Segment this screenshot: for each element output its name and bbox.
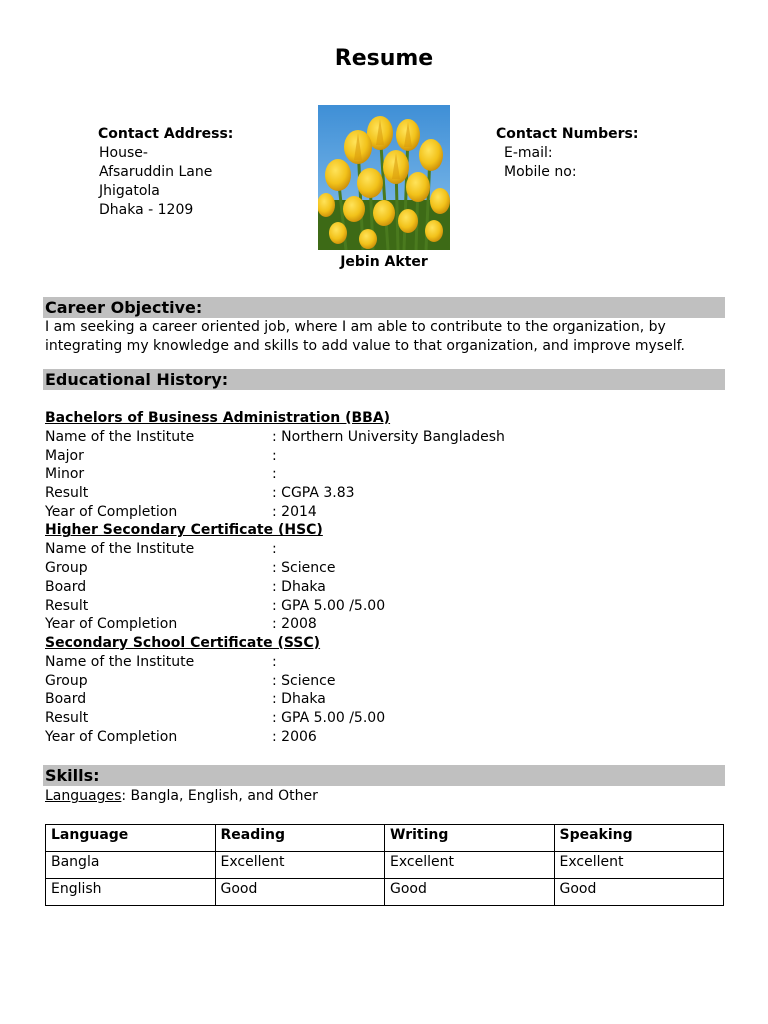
languages-value: : Bangla, English, and Other (121, 788, 318, 804)
table-cell: Excellent (554, 852, 724, 879)
table-row (46, 879, 724, 906)
table-cell: Good (554, 879, 724, 906)
column-header: Language (46, 825, 216, 852)
address-line: Afsaruddin Lane (99, 164, 213, 180)
table-cell: Good (215, 879, 385, 906)
resume-title: Resume (334, 46, 434, 71)
table-row: Minor : (45, 466, 277, 483)
profile-photo (318, 105, 450, 250)
column-header: Reading (215, 825, 385, 852)
table-row: Name of the Institute : (45, 541, 277, 558)
degree-title-hsc: Higher Secondary Certificate (HSC) (45, 522, 323, 539)
table-cell: Good (385, 879, 555, 906)
table-row: Year of Completion : 2014 (45, 503, 317, 520)
contact-numbers-block (496, 125, 639, 182)
contact-numbers-label: Contact Numbers: (496, 126, 639, 142)
table-cell: English (46, 879, 216, 906)
languages-line (45, 787, 318, 806)
skills-heading: Skills: (43, 765, 725, 786)
column-header: Speaking (554, 825, 724, 852)
address-line: Dhaka - 1209 (99, 202, 194, 218)
mobile-line: Mobile no: (504, 164, 577, 180)
table-header-row (46, 825, 724, 852)
column-header: Writing (385, 825, 555, 852)
degree-title-ssc: Secondary School Certificate (SSC) (45, 634, 321, 651)
contact-address-label: Contact Address: (98, 126, 234, 142)
table-row: Group : Science (45, 672, 336, 689)
table-row: Year of Completion : 2006 (45, 728, 317, 745)
table-cell: Bangla (46, 852, 216, 879)
table-row: Result : GPA 5.00 /5.00 (45, 709, 386, 726)
educational-history-heading: Educational History: (43, 369, 725, 390)
table-row: Major : (45, 447, 277, 464)
education-list (45, 409, 725, 746)
table-row: Group : Science (45, 560, 336, 577)
address-line: House- (99, 145, 148, 161)
language-skills-table (45, 824, 724, 906)
career-objective-heading: Career Objective: (43, 297, 725, 318)
degree-title-bba: Bachelors of Business Administration (BBA) (45, 410, 391, 426)
table-row: Result : CGPA 3.83 (45, 485, 355, 502)
contact-address-block (98, 125, 233, 220)
table-row: Board : Dhaka (45, 578, 326, 595)
table-row: Name of the Institute : Northern University Bangladesh (45, 429, 505, 445)
table-row: Board : Dhaka (45, 691, 326, 708)
languages-label: Languages (45, 788, 122, 804)
tulip-photo-image (318, 105, 450, 250)
table-cell: Excellent (385, 852, 555, 879)
candidate-name: Jebin Akter (340, 254, 428, 270)
career-objective-text: I am seeking a career oriented job, where I am able to contribute to the organization, by integrating my knowledge and skills to add value to that organization, and improve myself. (45, 319, 685, 354)
email-line: E-mail: (504, 145, 553, 161)
table-row: Result : GPA 5.00 /5.00 (45, 597, 386, 614)
table-row (46, 852, 724, 879)
table-row: Name of the Institute : (45, 653, 277, 670)
table-cell: Excellent (215, 852, 385, 879)
table-row: Year of Completion : 2008 (45, 616, 317, 633)
address-line: Jhigatola (99, 183, 160, 199)
